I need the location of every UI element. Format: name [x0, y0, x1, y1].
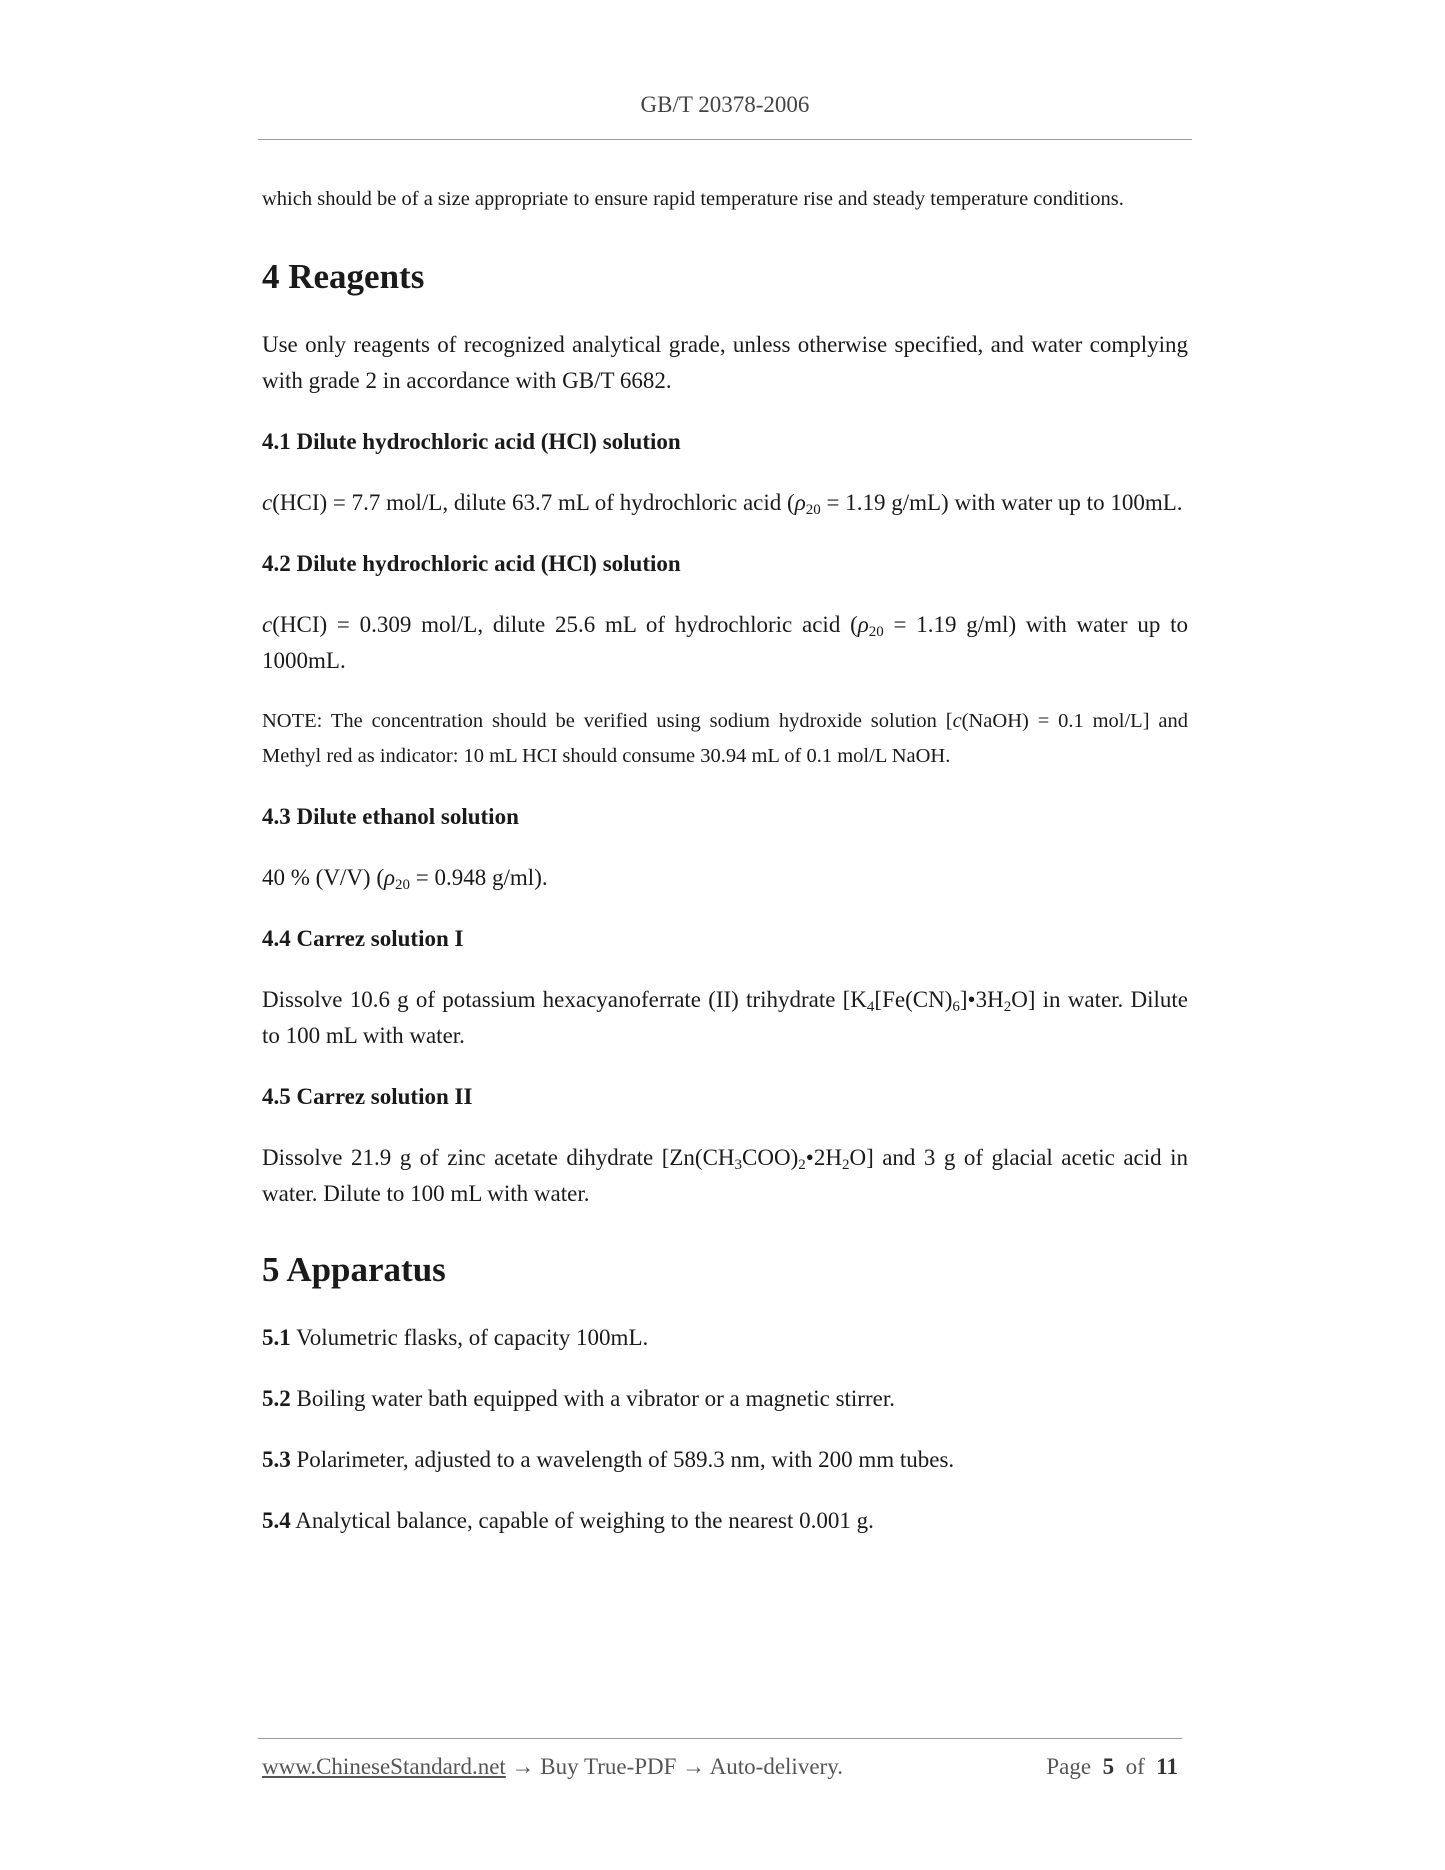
- section-4-5-body: Dissolve 21.9 g of zinc acetate dihydrate $[Zn(CH_3COO)_2•2H_2O]$ and 3 g of glacial acetic acid in water. Dilute to 100 mL with water.: [262, 1145, 1188, 1206]
- page-number: Page 5 of 11: [1046, 1754, 1178, 1779]
- apparatus-item-5-3: 5.3 Polarimeter, adjusted to a wavelength of 589.3 nm, with 200 mm tubes.: [262, 1447, 955, 1472]
- page-header-title: GB/T 20378-2006: [640, 92, 810, 117]
- section-4-2-heading: 4.2 Dilute hydrochloric acid (HCl) solution: [262, 551, 681, 576]
- section-4-4-body: Dissolve 10.6 g of potassium hexacyanoferrate (II) trihydrate $[K_4[Fe(CN)_6]•3H_2O]$ in water. Dilute to 100 mL with water.: [262, 987, 1189, 1048]
- footer-divider: [258, 1738, 1182, 1739]
- footer-buy-text: Buy True-PDF: [540, 1754, 677, 1779]
- section-4-5-heading: 4.5 Carrez solution II: [262, 1084, 473, 1109]
- intro-paragraph: which should be of a size appropriate to ensure rapid temperature rise and steady temperature conditions.: [262, 188, 1124, 210]
- apparatus-item-5-1: 5.1 Volumetric flasks, of capacity 100mL.: [262, 1325, 649, 1350]
- section-4-4-heading: 4.4 Carrez solution I: [262, 926, 464, 951]
- arrow-icon: →: [682, 1754, 706, 1779]
- section-4-2-note: NOTE: The concentration should be verified using sodium hydroxide solution [c(NaOH) = 0.1 mol/L] and Methyl red as indicator: 10 mL HCI should consume 30.94 mL of 0.1 mol/L NaOH.: [262, 710, 1188, 767]
- page-content: [262, 182, 1188, 1539]
- section-4-1-body: c(HCI) = 7.7 mol/L, dilute 63.7 mL of hydrochloric acid ($\rho_{20} = 1.19$ g/mL) with water up to 100mL.: [262, 490, 1183, 518]
- footer-delivery-text: Auto-delivery.: [709, 1754, 843, 1779]
- section-4-5-body-line2: in water. Dilute to 100 mL with water.: [262, 1145, 1188, 1206]
- apparatus-item-5-4: 5.4 Analytical balance, capable of weighing to the nearest 0.001 g.: [262, 1508, 874, 1533]
- arrow-icon: →: [511, 1754, 535, 1779]
- section-4-3-heading: 4.3 Dilute ethanol solution: [262, 804, 519, 829]
- footer-left: [262, 1754, 843, 1780]
- apparatus-item-5-2: 5.2 Boiling water bath equipped with a vibrator or a magnetic stirrer.: [262, 1386, 895, 1411]
- section-4-3-body: 40 % (V/V) ($\rho_{20} = 0.948$ g/ml).: [262, 865, 548, 893]
- footer-website-link[interactable]: www.ChineseStandard.net: [262, 1754, 506, 1779]
- section-4-intro: Use only reagents of recognized analytical grade, unless otherwise specified, and water complying with grade 2 in accordance with GB/T 6682.: [262, 332, 1188, 393]
- section-5-heading: 5 Apparatus: [262, 1250, 446, 1289]
- header-divider: [258, 139, 1192, 140]
- page-footer: [262, 1754, 1178, 1780]
- section-4-1-heading: 4.1 Dilute hydrochloric acid (HCl) solution: [262, 429, 681, 454]
- section-4-4-body-line2: Dilute to 100 mL with water.: [262, 987, 1189, 1048]
- section-4-2-body: c(HCI) = 0.309 mol/L, dilute 25.6 mL of hydrochloric acid ($\rho_{20} = 1.19$ g/ml) with water up to 1000mL.: [262, 612, 1188, 673]
- section-4-heading: 4 Reagents: [262, 257, 425, 296]
